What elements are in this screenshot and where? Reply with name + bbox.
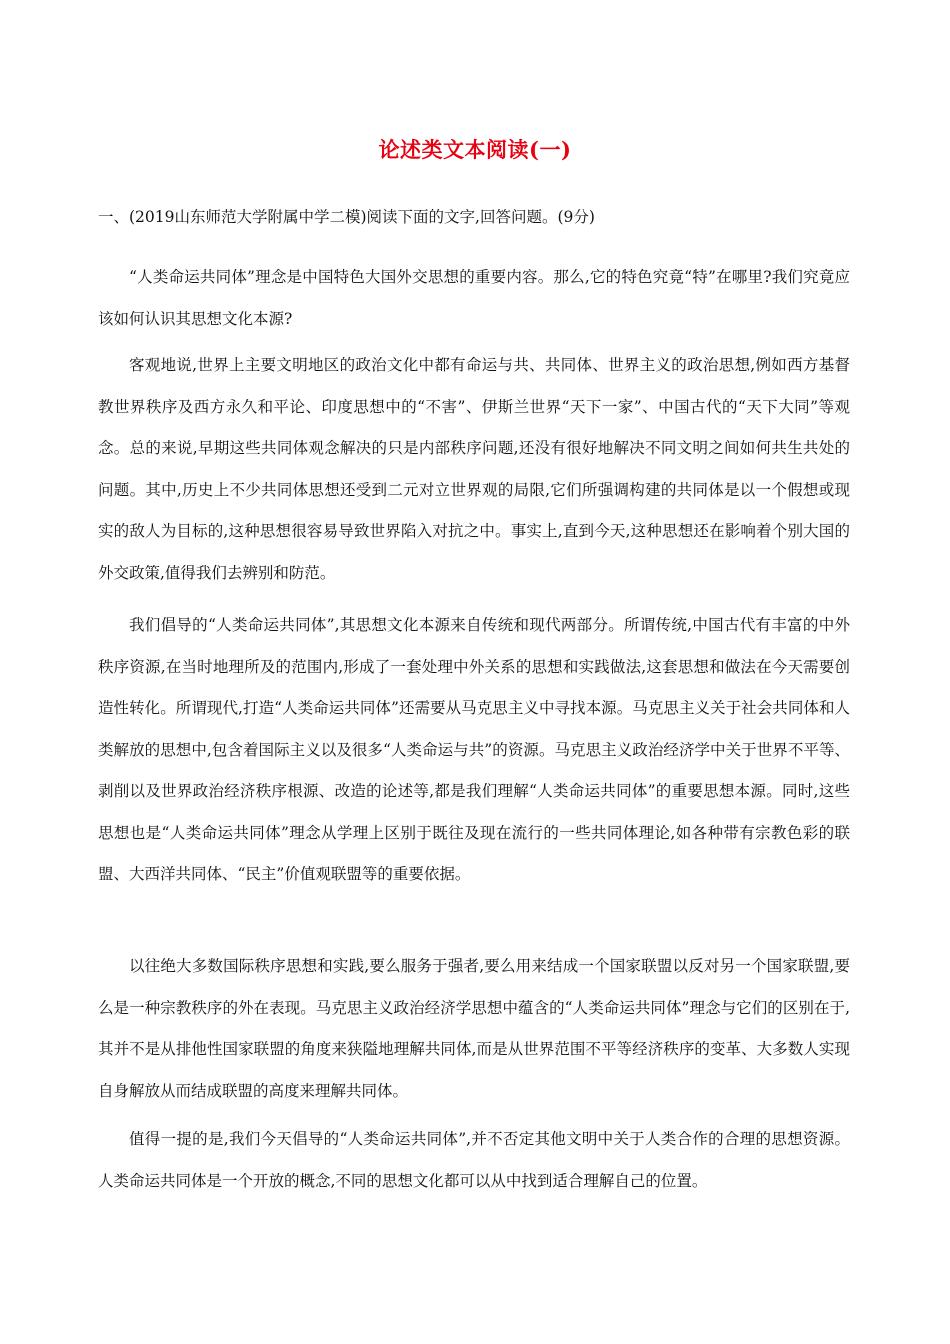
paragraph-5: 值得一提的是,我们今天倡导的“人类命运共同体”,并不否定其他文明中关于人类合作的合理的思想资源。人类命运共同体是一个开放的概念,不同的思想文化都可以从中找到适合理解自己的位置。 bbox=[98, 1130, 850, 1190]
document-title: 论述类文本阅读(一) bbox=[378, 137, 572, 162]
paragraph-1: “人类命运共同体”理念是中国特色大国外交思想的重要内容。那么,它的特色究竟“特”在哪里?我们究竟应该如何认识其思想文化本源? bbox=[98, 268, 850, 328]
paragraph-2: 客观地说,世界上主要文明地区的政治文化中都有命运与共、共同体、世界主义的政治思想,例如西方基督教世界秩序及西方永久和平论、印度思想中的“不害”、伊斯兰世界“天下一家”、中国古代的“天下大同”等观念。总的来说,早期这些共同体观念解决的只是内部秩序问题,还没有很好地解决不同文明之间如何共生共处的问题。其中,历史上不少共同体思想还受到二元对立世界观的局限,它们所强调构建的共同体是以一个假想或现实的敌人为目标的,这种思想很容易导致世界陷入对抗之中。事实上,直到今天,这种思想还在影响着个别大国的外交政策,值得我们去辨别和防范。 bbox=[98, 356, 850, 582]
paragraph-3: 我们倡导的“人类命运共同体”,其思想文化本源来自传统和现代两部分。所谓传统,中国古代有丰富的中外秩序资源,在当时地理所及的范围内,形成了一套处理中外关系的思想和实践做法,这套思想和做法在今天需要创造性转化。所谓现代,打造“人类命运共同体”还需要从马克思主义中寻找本源。马克思主义关于社会共同体和人类解放的思想中,包含着国际主义以及很多“人类命运与共”的资源。马克思主义政治经济学中关于世界不平等、剥削以及世界政治经济秩序根源、改造的论述等,都是我们理解“人类命运共同体”的重要思想本源。同时,这些思想也是“人类命运共同体”理念从学理上区别于既往及现在流行的一些共同体理论,如各种带有宗教色彩的联盟、大西洋共同体、“民主”价值观联盟等的重要依据。 bbox=[98, 616, 850, 883]
paragraph-4: 以往绝大多数国际秩序思想和实践,要么服务于强者,要么用来结成一个国家联盟以反对另一个国家联盟,要么是一种宗教秩序的外在表现。马克思主义政治经济学思想中蕴含的“人类命运共同体”理念与它们的区别在于,其并不是从排他性国家联盟的角度来狭隘地理解共同体,而是从世界范围不平等经济秩序的变革、大多数人实现自身解放从而结成联盟的高度来理解共同体。 bbox=[98, 957, 850, 1100]
question-prompt: 一、(2019山东师范大学附属中学二模)阅读下面的文字,回答问题。(9分) bbox=[98, 208, 595, 226]
